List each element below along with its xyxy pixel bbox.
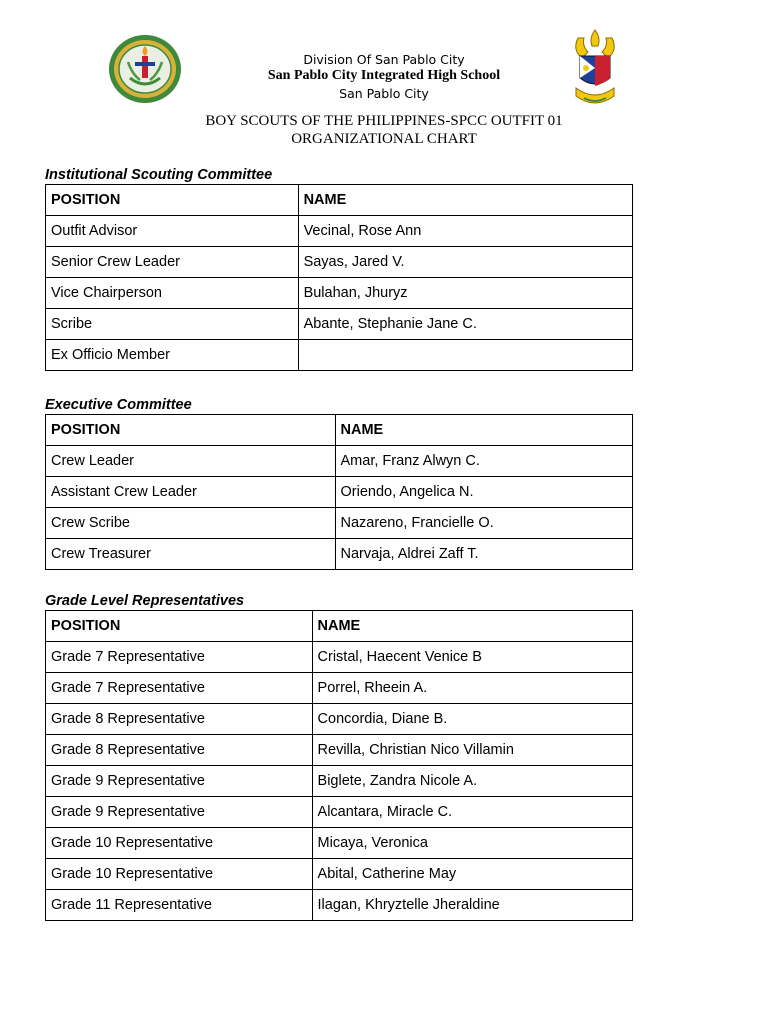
table-row (46, 340, 633, 371)
table-row (46, 247, 633, 278)
section-institutional-scouting-committee (45, 166, 633, 371)
name-cell: Abante, Stephanie Jane C. (298, 309, 632, 340)
name-cell: Cristal, Haecent Venice B (312, 642, 632, 673)
position-cell: Grade 7 Representative (46, 642, 313, 673)
table-row (46, 309, 633, 340)
table-row (46, 828, 633, 859)
position-cell: Outfit Advisor (46, 216, 299, 247)
scout-emblem-icon (570, 28, 620, 112)
position-cell: Vice Chairperson (46, 278, 299, 309)
name-cell: Concordia, Diane B. (312, 704, 632, 735)
name-cell: Biglete, Zandra Nicole A. (312, 766, 632, 797)
table-row (46, 890, 633, 921)
name-cell: Sayas, Jared V. (298, 247, 632, 278)
name-cell: Micaya, Veronica (312, 828, 632, 859)
section-title: Executive Committee (45, 397, 192, 413)
name-cell: Oriendo, Angelica N. (335, 477, 633, 508)
position-column-header: POSITION (46, 611, 313, 642)
name-column-header: NAME (312, 611, 632, 642)
position-cell: Scribe (46, 309, 299, 340)
position-column-header: POSITION (46, 185, 299, 216)
name-cell: Abital, Catherine May (312, 859, 632, 890)
table-row (46, 766, 633, 797)
table-row (46, 735, 633, 766)
section-executive-committee (45, 396, 633, 570)
position-cell: Grade 8 Representative (46, 704, 313, 735)
division-name: Division Of San Pablo City (303, 52, 465, 67)
position-cell: Senior Crew Leader (46, 247, 299, 278)
section-title: Institutional Scouting Committee (45, 167, 273, 183)
position-cell: Crew Leader (46, 446, 336, 477)
table-header-row (46, 185, 633, 216)
table-row (46, 797, 633, 828)
position-cell: Grade 7 Representative (46, 673, 313, 704)
table-row (46, 704, 633, 735)
position-cell: Assistant Crew Leader (46, 477, 336, 508)
position-cell: Grade 10 Representative (46, 859, 313, 890)
position-cell: Grade 11 Representative (46, 890, 313, 921)
name-cell: Narvaja, Aldrei Zaff T. (335, 539, 633, 570)
committee-table (45, 184, 633, 371)
committee-table (45, 610, 633, 921)
table-row (46, 477, 633, 508)
document-title: BOY SCOUTS OF THE PHILIPPINES-SPCC OUTFIT 01 (205, 113, 563, 129)
position-cell: Grade 10 Representative (46, 828, 313, 859)
school-name: San Pablo City Integrated High School (267, 68, 501, 83)
position-cell: Crew Treasurer (46, 539, 336, 570)
name-cell: Alcantara, Miracle C. (312, 797, 632, 828)
committee-table (45, 414, 633, 570)
name-cell: Amar, Franz Alwyn C. (335, 446, 633, 477)
school-city: San Pablo City (339, 86, 429, 101)
name-cell: Revilla, Christian Nico Villamin (312, 735, 632, 766)
document-header (0, 0, 768, 160)
name-cell: Nazareno, Francielle O. (335, 508, 633, 539)
name-cell: Vecinal, Rose Ann (298, 216, 632, 247)
position-cell: Crew Scribe (46, 508, 336, 539)
table-row (46, 673, 633, 704)
name-column-header: NAME (298, 185, 632, 216)
name-cell (298, 340, 632, 371)
position-cell: Grade 9 Representative (46, 797, 313, 828)
table-row (46, 508, 633, 539)
name-cell: Bulahan, Jhuryz (298, 278, 632, 309)
table-header-row (46, 415, 633, 446)
name-cell: Ilagan, Khryztelle Jheraldine (312, 890, 632, 921)
position-column-header: POSITION (46, 415, 336, 446)
position-cell: Ex Officio Member (46, 340, 299, 371)
table-row (46, 642, 633, 673)
position-cell: Grade 9 Representative (46, 766, 313, 797)
name-cell: Porrel, Rheein A. (312, 673, 632, 704)
table-row (46, 859, 633, 890)
position-cell: Grade 8 Representative (46, 735, 313, 766)
section-title: Grade Level Representatives (45, 593, 245, 609)
table-row (46, 278, 633, 309)
table-row (46, 446, 633, 477)
section-grade-level-representatives (45, 592, 633, 921)
name-column-header: NAME (335, 415, 633, 446)
table-row (46, 216, 633, 247)
table-row (46, 539, 633, 570)
document-subtitle: ORGANIZATIONAL CHART (291, 131, 477, 147)
table-header-row (46, 611, 633, 642)
